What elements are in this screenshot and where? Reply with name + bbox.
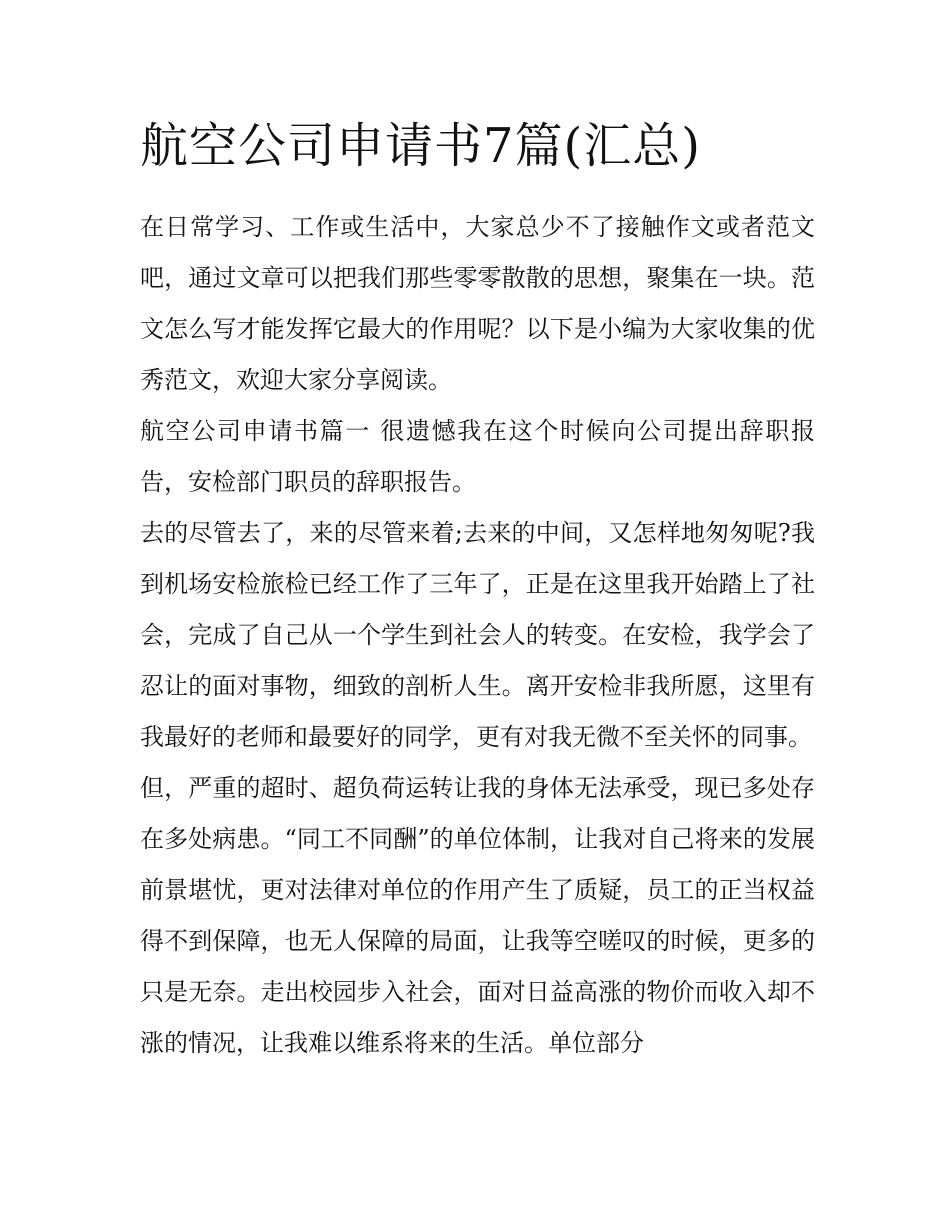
document-page: [140, 112, 815, 1069]
paragraph-reasons: 但，严重的超时、超负荷运转让我的身体无法承受，现已多处存在多处病患。“同工不同酬”的单位体制，让我对自己将来的发展前景堪忧，更对法律对单位的作用产生了质疑，员工的正当权益得不到保障，也无人保障的局面，让我等空嗟叹的时候，更多的只是无奈。走出校园步入社会，面对日益高涨的物价而收入却不涨的情况，让我难以维系将来的生活。单位部分: [140, 774, 815, 1057]
document-title: 航空公司申请书7篇(汇总): [140, 118, 701, 174]
paragraph-reflection: 去的尽管去了，来的尽管来着;去来的中间，又怎样地匆匆呢?我到机场安检旅检已经工作了三年了，正是在这里我开始踏上了社会，完成了自己从一个学生到社会人的转变。在安检，我学会了忍让的面对事物，细致的剖析人生。离开安检非我所愿，这里有我最好的老师和最要好的同学，更有对我无微不至关怀的同事。: [140, 519, 815, 751]
paragraph-intro: 在日常学习、工作或生活中，大家总少不了接触作文或者范文吧，通过文章可以把我们那些零零散散的思想，聚集在一块。范文怎么写才能发挥它最大的作用呢？以下是小编为大家收集的优秀范文，欢迎大家分享阅读。: [140, 213, 815, 394]
paragraph-letter-one-opening: 航空公司申请书篇一 很遗憾我在这个时候向公司提出辞职报告，安检部门职员的辞职报告。: [140, 417, 815, 496]
